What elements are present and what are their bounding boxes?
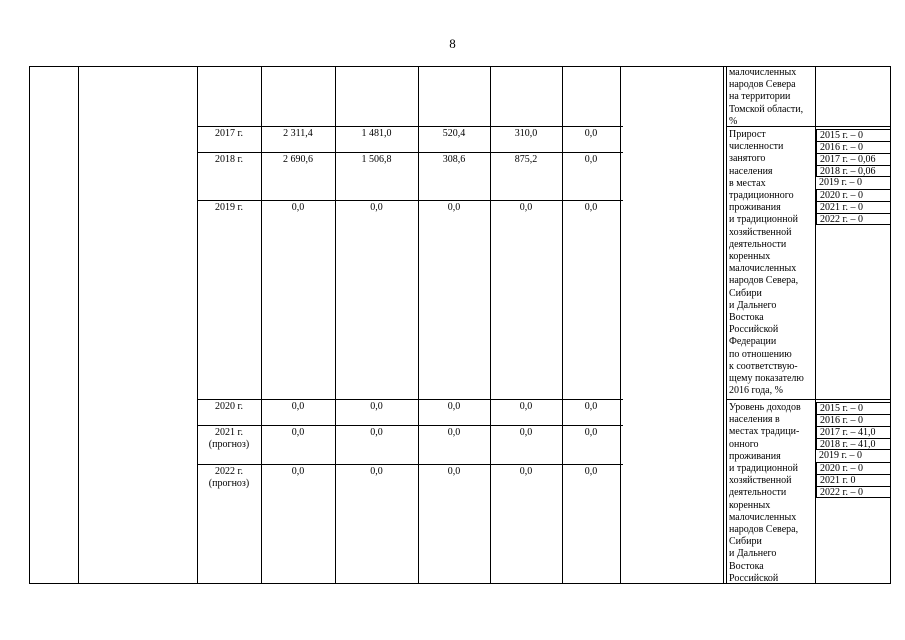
row-sep-4 [197, 399, 623, 400]
row-sep-2 [197, 152, 623, 153]
cell-year: 2017 г. [215, 128, 243, 139]
indicator-line: Прирост [729, 129, 766, 140]
indicator-value: 2015 г. – 0 [816, 402, 891, 414]
cell-total: 2 690,6 [283, 154, 313, 165]
indicator-value: 2017 г. – 0,06 [816, 153, 891, 165]
indicator-line: численности [729, 141, 784, 153]
indicator-line: на территории [729, 91, 791, 103]
cell-year: 2020 г. [215, 401, 243, 412]
indicator-value: 2018 г. – 41,0 [816, 438, 891, 450]
cell-c4: 0,0 [519, 202, 533, 213]
page-number: 8 [449, 36, 456, 51]
cell-c2: 0,0 [370, 427, 383, 438]
indicator-line: и Дальнего [729, 299, 777, 311]
indicator-line: % [729, 115, 738, 127]
cell-c3: 308,6 [442, 154, 466, 165]
cell-total: 0,0 [291, 466, 305, 477]
col-line-8 [620, 66, 621, 584]
indicator-line: народов Севера [729, 79, 796, 91]
col-line-9 [723, 66, 724, 584]
cell-c5: 0,0 [584, 202, 598, 213]
col-line-1 [78, 66, 79, 584]
cell-c2: 0,0 [370, 466, 383, 477]
cell-c3: 0,0 [447, 401, 461, 412]
row-sep-4b [726, 399, 891, 400]
indicator-line: и традиционной [729, 463, 798, 475]
col-line-5 [418, 66, 419, 584]
indicator-line: щему показателю [729, 373, 804, 385]
cell-total: 0,0 [291, 427, 305, 438]
col-line-4 [335, 66, 336, 584]
indicator-line: населения в [729, 414, 780, 426]
cell-c3: 0,0 [447, 466, 461, 477]
row-sep-6 [197, 464, 623, 465]
indicator-value: 2021 г. – 0 [816, 201, 891, 213]
cell-c2: 0,0 [370, 401, 383, 412]
indicator-line: Сибири [729, 287, 762, 299]
indicator-line: Федерации [729, 336, 777, 348]
indicator-line: традиционного [729, 190, 794, 202]
indicator-line: занятого [729, 153, 766, 165]
cell-c5: 0,0 [584, 154, 598, 165]
cell-c5: 0,0 [584, 401, 598, 412]
indicator-line: Российской [729, 572, 779, 584]
cell-year [197, 466, 261, 490]
indicator-description [729, 67, 815, 128]
row-sep-5 [197, 425, 623, 426]
indicator-line: местах традици- [729, 426, 800, 438]
col-line-7 [562, 66, 563, 584]
indicator-value: 2015 г. – 0 [816, 129, 891, 141]
indicator-line: деятельности [729, 238, 787, 250]
indicator-description [729, 129, 815, 397]
year-label: 2022 г. [215, 466, 243, 477]
indicator-value: 2021 г. 0 [816, 474, 891, 486]
indicator-line: проживания [729, 450, 781, 462]
data-table [29, 66, 891, 584]
indicator-line: малочисленных [729, 511, 797, 523]
row-sep-3 [197, 200, 623, 201]
cell-total: 0,0 [291, 401, 305, 412]
indicator-value: 2019 г. – 0 [819, 450, 862, 461]
indicator-value: 2018 г. – 0,06 [816, 165, 891, 177]
cell-c3: 0,0 [447, 202, 461, 213]
col-line-0 [29, 66, 30, 584]
indicator-value: 2017 г. – 41,0 [816, 426, 891, 438]
indicator-line: хозяйственной [729, 475, 792, 487]
indicator-line: коренных [729, 499, 771, 511]
cell-c5: 0,0 [584, 427, 598, 438]
indicator-line: в местах [729, 177, 766, 189]
cell-total: 0,0 [291, 202, 305, 213]
indicator-values [816, 402, 891, 498]
cell-c3: 0,0 [447, 427, 461, 438]
cell-c4: 0,0 [519, 401, 533, 412]
indicator-line: хозяйственной [729, 226, 792, 238]
indicator-value: 2016 г. – 0 [816, 414, 891, 426]
indicator-line: народов Севера, [729, 275, 799, 287]
col-line-6 [490, 66, 491, 584]
cell-c3: 520,4 [442, 128, 466, 139]
indicator-line: проживания [729, 202, 781, 214]
cell-total: 2 311,4 [283, 128, 313, 139]
indicator-line: Уровень доходов [729, 402, 801, 413]
indicator-line: коренных [729, 251, 771, 263]
cell-c2: 1 481,0 [361, 128, 392, 139]
cell-c4: 0,0 [519, 427, 533, 438]
indicator-line: и Дальнего [729, 548, 777, 560]
cell-year: 2019 г. [215, 202, 243, 213]
indicator-line: Востока [729, 560, 764, 572]
indicator-line: 2016 года, % [729, 385, 783, 397]
col-line-10 [726, 66, 727, 584]
indicator-value: 2019 г. – 0 [819, 177, 862, 188]
indicator-line: и традиционной [729, 214, 798, 226]
forecast-note: (прогноз) [208, 478, 250, 489]
indicator-line: онного [729, 438, 759, 450]
indicator-value: 2016 г. – 0 [816, 141, 891, 153]
cell-c2: 1 506,8 [361, 154, 392, 165]
cell-year: 2018 г. [215, 154, 243, 165]
year-label: 2021 г. [215, 427, 243, 438]
indicator-line: по отношению [729, 348, 792, 360]
cell-c5: 0,0 [584, 128, 598, 139]
col-line-3 [261, 66, 262, 584]
cell-c4: 875,2 [514, 154, 538, 165]
col-line-2 [197, 66, 198, 584]
cell-c4: 310,0 [514, 128, 538, 139]
row-sep-1 [197, 126, 623, 127]
indicator-line: к соответствую- [729, 360, 798, 372]
forecast-note: (прогноз) [208, 439, 250, 450]
indicator-line: населения [729, 165, 773, 177]
indicator-value: 2020 г. – 0 [816, 462, 891, 474]
indicator-values [816, 129, 891, 225]
indicator-value: 2022 г. – 0 [816, 213, 891, 225]
indicator-line: Сибири [729, 536, 762, 548]
indicator-value: 2020 г. – 0 [816, 189, 891, 201]
indicator-value: 2022 г. – 0 [816, 486, 891, 498]
indicator-description [729, 402, 815, 585]
indicator-line: народов Севера, [729, 524, 799, 536]
indicator-line: малочисленных [729, 263, 797, 275]
indicator-line: Томской области, [729, 103, 804, 115]
cell-c5: 0,0 [584, 466, 598, 477]
indicator-line: Востока [729, 312, 764, 324]
cell-year [197, 427, 261, 451]
cell-c4: 0,0 [519, 466, 533, 477]
cell-c2: 0,0 [370, 202, 383, 213]
indicator-line: Российской [729, 324, 779, 336]
indicator-line: малочисленных [729, 67, 797, 78]
indicator-line: деятельности [729, 487, 787, 499]
